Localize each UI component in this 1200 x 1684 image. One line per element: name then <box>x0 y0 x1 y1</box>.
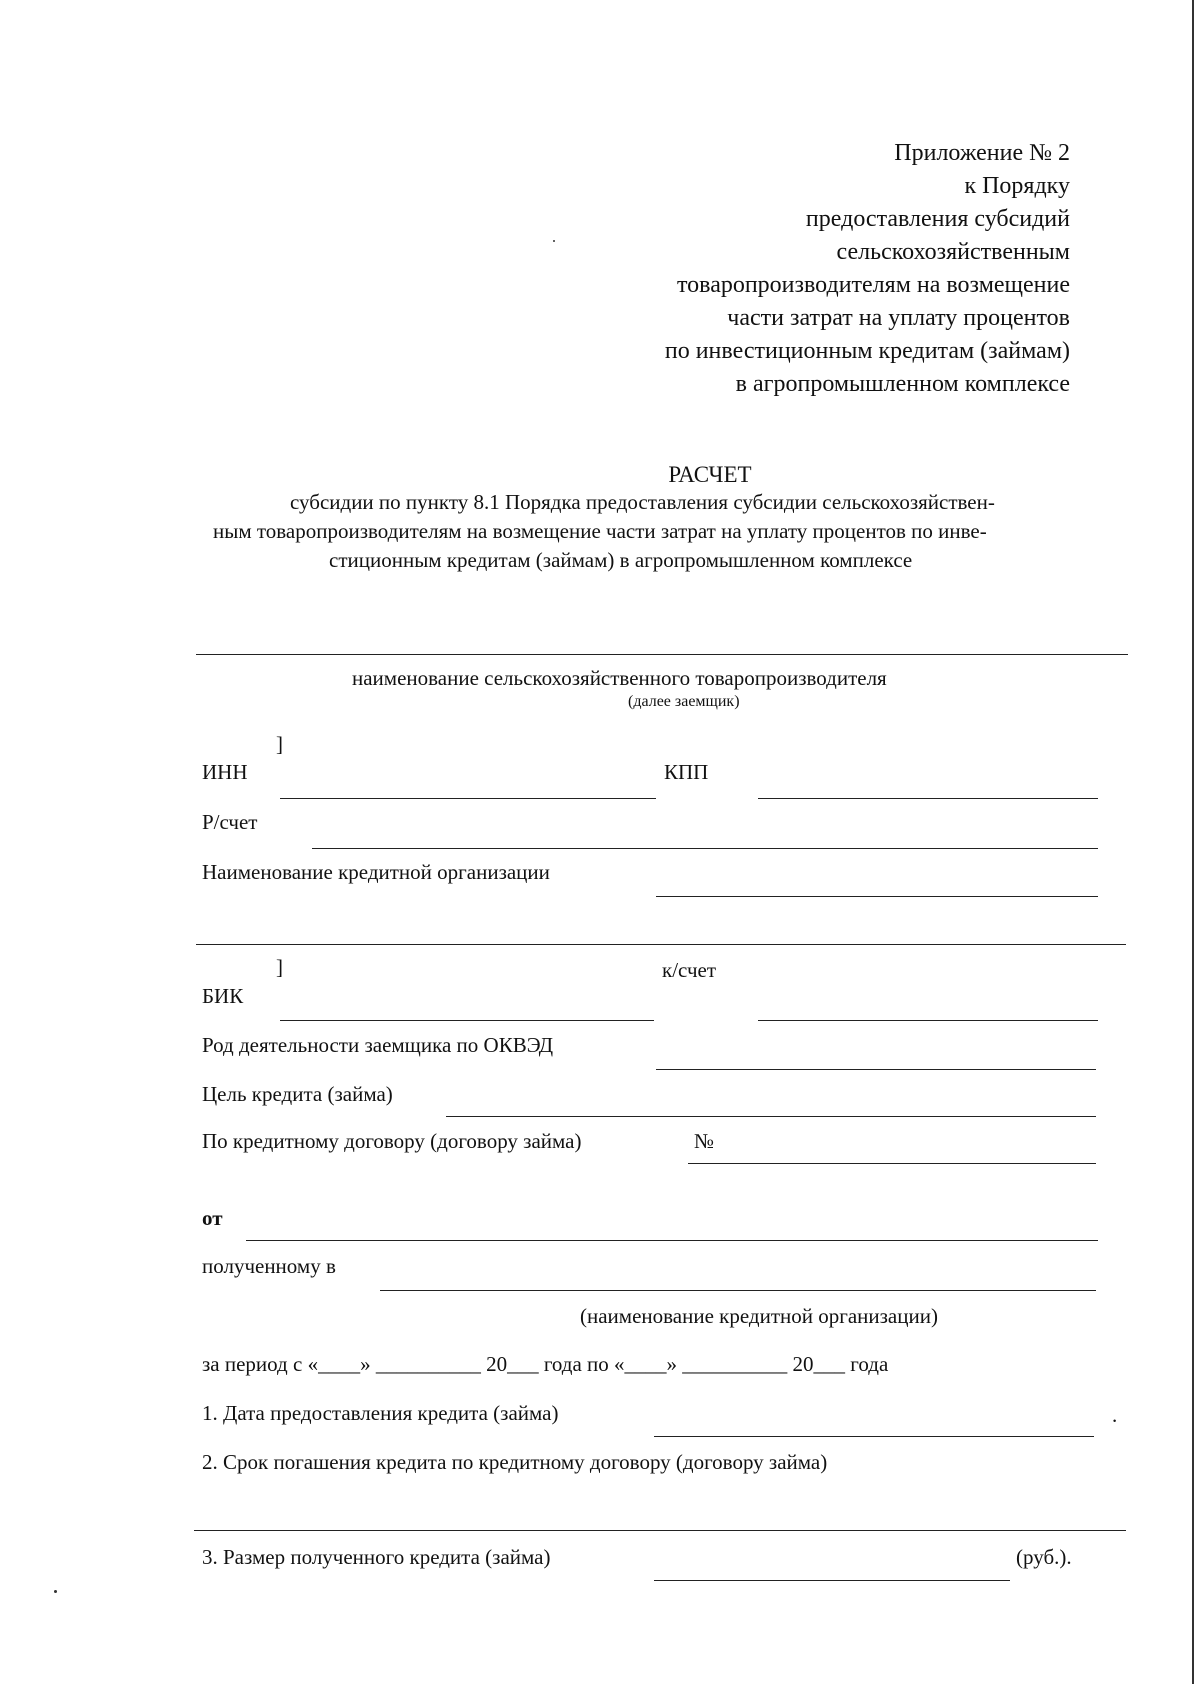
inn-field-line[interactable] <box>280 798 656 799</box>
contract-number-sign: № <box>694 1129 715 1153</box>
inn-bracket-mark: ] <box>276 732 283 756</box>
appendix-line-5: товаропроизводителям на возмещение <box>677 272 1070 298</box>
from-field-line[interactable] <box>246 1240 1098 1241</box>
contract-label: По кредитному договору (договору займа) <box>202 1129 582 1153</box>
received-in-label: полученному в <box>202 1254 336 1278</box>
appendix-line-2: к Порядку <box>964 173 1070 199</box>
bik-field-line[interactable] <box>280 1020 654 1021</box>
bik-label: БИК <box>202 984 244 1008</box>
received-in-field-line[interactable] <box>380 1290 1096 1291</box>
appendix-line-3: предоставления субсидий <box>805 206 1070 232</box>
item-1-end-mark: . <box>1112 1403 1118 1427</box>
period-line[interactable]: за период с «____» __________ 20___ года по «____» __________ 20___ года <box>202 1352 889 1376</box>
subtitle-line-2: ным товаропроизводителям на возмещение части затрат на уплату процентов по инве- <box>213 519 987 543</box>
item-3-label: 3. Размер полученного кредита (займа) <box>202 1545 551 1569</box>
appendix-line-4: сельскохозяйственным <box>836 239 1070 265</box>
scan-speck <box>54 1590 57 1593</box>
bank-name-continuation-line[interactable] <box>196 944 1126 945</box>
page-edge-border <box>1192 0 1194 1684</box>
item-1-field-line[interactable] <box>654 1436 1094 1437</box>
account-field-line[interactable] <box>312 848 1098 849</box>
kpp-label: КПП <box>664 760 709 784</box>
kpp-field-line[interactable] <box>758 798 1098 799</box>
purpose-label: Цель кредита (займа) <box>202 1082 393 1106</box>
account-label: Р/счет <box>202 810 258 834</box>
purpose-field-line[interactable] <box>446 1116 1096 1117</box>
inn-label: ИНН <box>202 760 248 784</box>
from-label: от <box>202 1206 223 1230</box>
borrower-name-line[interactable] <box>196 654 1128 655</box>
borrower-caption-note: (далее заемщик) <box>628 693 740 710</box>
bank-name-field-line[interactable] <box>656 896 1098 897</box>
activity-label: Род деятельности заемщика по ОКВЭД <box>202 1033 554 1057</box>
received-in-caption: (наименование кредитной организации) <box>580 1304 938 1328</box>
appendix-line-7: по инвестиционным кредитам (займам) <box>664 338 1070 364</box>
subtitle-line-3: стиционным кредитам (займам) в агропромышленном комплексе <box>329 548 913 572</box>
contract-number-field-line[interactable] <box>688 1163 1096 1164</box>
item-1-label: 1. Дата предоставления кредита (займа) <box>202 1401 559 1425</box>
corr-account-label: к/счет <box>662 958 716 982</box>
item-2-label: 2. Срок погашения кредита по кредитному договору (договору займа) <box>202 1450 828 1474</box>
appendix-line-1: Приложение № 2 <box>894 140 1070 166</box>
scan-speck <box>553 240 555 242</box>
activity-field-line[interactable] <box>656 1069 1096 1070</box>
item-2-field-line[interactable] <box>194 1530 1126 1531</box>
corr-account-field-line[interactable] <box>758 1020 1098 1021</box>
borrower-caption: наименование сельскохозяйственного товаропроизводителя <box>352 666 887 690</box>
subtitle-line-1: субсидии по пункту 8.1 Порядка предоставления субсидии сельскохозяйствен- <box>290 490 995 514</box>
appendix-line-6: части затрат на уплату процентов <box>727 305 1070 331</box>
item-3-unit: (руб.). <box>1016 1545 1072 1569</box>
document-title: РАСЧЕТ <box>668 462 752 487</box>
bik-bracket-mark: ] <box>276 955 283 979</box>
item-3-field-line[interactable] <box>654 1580 1010 1581</box>
bank-name-label: Наименование кредитной организации <box>202 860 550 884</box>
appendix-line-8: в агропромышленном комплексе <box>735 371 1070 397</box>
